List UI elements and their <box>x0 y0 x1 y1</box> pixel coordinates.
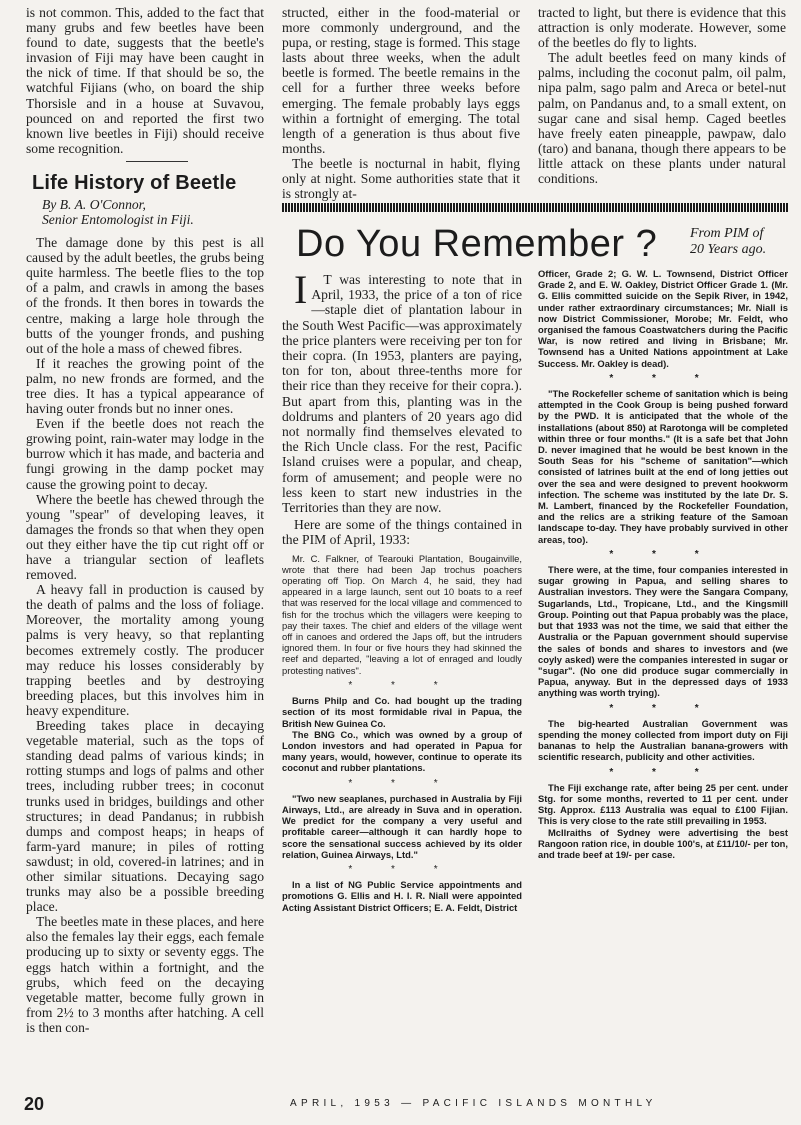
news-item: "The Rockefeller scheme of sanitation which is being attempted in the Cook Group is being pushed forward by the PWD. It is anticipated that the whole of the installations (about 850) at Rarotonga will be completed within three or four months." (It is a safe bet that John D. never imagined that he would be best known in the South Seas for his "scheme of sanitation"—which consisted of latrines built at the end of long jetties out over the sea and were designed to prevent hookworm infection. The scheme was instituted by the late Dr. S. M. Lambert, financed by the Rockefeller Foundation, and the relics are a striking feature of the Samoan landscape to-day. They have probably survived in other areas, too). <box>538 388 788 545</box>
feature-subtitle-line: 20 Years ago. <box>690 242 767 257</box>
feature-column-right <box>538 268 788 860</box>
news-items-right <box>538 268 788 860</box>
news-item: Mr. C. Falkner, of Tearouki Plantation, Bougainville, wrote that there had been Jap trochus poachers operating off Tiop. On March 4, he said, they had appeared in a large launch, sent out 10 boats to a reef that was reserved for the local village and commenced to fish for the trochus which the villagers were keeping to pay their taxes. The chief and elders of the village went off in canoes and ordered the Japs off, but the intruders ignored them. In four or five hours they had skinned the reef and departed, "leaving a lot of enraged and loudly protesting natives". <box>282 552 522 676</box>
article-paragraph: A heavy fall in production is caused by the death of palms and the loss of foliage. Moreover, the mortality among young palms is very heavy, so that replanting becomes extremely costly. The producer may reduce his losses considerably by trapping beetles and by destroying breeding places, but this involves him in heavy expenditure. <box>26 582 264 718</box>
article-paragraph: tracted to light, but there is evidence that this attraction is only moderate. However, some of the beetles do fly to lights. <box>538 5 786 51</box>
running-footer: APRIL, 1953 — PACIFIC ISLANDS MONTHLY <box>290 1098 657 1109</box>
news-items-left <box>282 553 522 913</box>
news-item: Officer, Grade 2; G. W. L. Townsend, District Officer Grade 2, and E. W. Oakley, District Officer Grade 1. (Mr. G. Ellis committed suicide on the Sepik River, in 1942, under rather extraordinary circumstances; Mr. Niall is now District Commissioner, Morobe; Mr. Feldt, who organised the famous Coastwatchers during the Pacific War, is now retired and living in Brisbane; Mr. Townsend has a United Nations appointment at Lake Success. Mr. Oakley is dead). <box>538 268 788 369</box>
feature-column-left <box>282 267 522 913</box>
news-item: In a list of NG Public Service appointments and promotions G. Ellis and H. I. R. Niall were appointed Acting Assistant District Officers; E. A. Feldt, District <box>282 879 522 913</box>
divider <box>126 161 188 162</box>
news-item: The Fiji exchange rate, after being 25 per cent. under Stg. for some months, reverted to 11 per cent. under Stg. Approx. £113 Australia was equal to £100 Fijian. This is very close to the rate still prevailing in 1953. <box>538 781 788 827</box>
news-item: McIlraiths of Sydney were advertising the best Rangoon ration rice, in double 100's, at £11/10/- per ton, and trade beef at 19/- per case. <box>538 826 788 860</box>
article-title: Life History of Beetle <box>32 171 237 194</box>
feature-lead: Here are some of the things contained in the PIM of April, 1933: <box>282 517 522 548</box>
separator: * * * <box>609 548 717 560</box>
feature-lead-text: T was interesting to note that in April, 1933, the price of a ton of rice—staple diet of plantation labour in the South West Pacific—was approximately the price planters were receiving per ton for their copra. (In 1953, planters are paying, ton for ton, about three-tenths more for their rice than they receive for their copra.). But apart from this, planting was in the doldrums and planters of 20 years ago did not normally find themselves elevated to the Rich Uncle class. For the rest, Pacific Island cruises were a popular, and cheap, form of amusement; and people were no less keen to start new industries in the Territories than they are now. <box>282 272 522 516</box>
separator: * * * <box>609 702 717 714</box>
article-paragraph: The adult beetles feed on many kinds of palms, including the coconut palm, oil palm, nipa palm, sago palm and Areca or betel-nut palm, on Pandanus and, to a small extent, on sugar cane and sisal hemp. Caged beetles have freely eaten pineapple, pawpaw, dalo (taro) and banana, though there appears to be little attack on these plants under natural conditions. <box>538 50 786 187</box>
byline-role: Senior Entomologist in Fiji. <box>42 212 194 228</box>
article-column-1 <box>26 5 264 1035</box>
article-paragraph: The beetles mate in these places, and here also the females lay their eggs, each female producing up to sixty or seventy eggs. The eggs hatch within a fortnight, and the grubs, which feed on the decaying vegetable matter, become fully grown in from 2½ to 3 months after hatching. A cell is then con- <box>26 914 264 1035</box>
byline <box>42 197 264 227</box>
article-paragraph: If it reaches the growing point of the palm, no new fronds are formed, and the tree dies. It has a typical appearance of having outer fronds but no inner ones. <box>26 355 264 417</box>
feature-subtitle <box>690 226 790 258</box>
article-paragraph: Where the beetle has chewed through the young "spear" of developing leaves, it damages the fronds so that when they open out they either have the tip cut right off or have a triangular section of leaflets removed. <box>26 491 264 583</box>
news-item: "Two new seaplanes, purchased in Australia by Fiji Airways, Ltd., are already in Suva and in operation. We predict for the company a very useful and profitable career—although it can hardly hope to score the sensational success achieved by its older relation, Guinea Airways, Ltd." <box>282 792 522 860</box>
page-number: 20 <box>24 1094 45 1114</box>
news-item: The big-hearted Australian Government was spending the money collected from import duty on Fiji bananas to help the Australian banana-growers with scientific research, publicity and other activities. <box>538 717 788 763</box>
decorative-band <box>282 203 788 212</box>
article-paragraph: structed, either in the food-material or more commonly underground, and the pupa, or resting, stage is formed. This stage lasts about three weeks, when the adult beetle is formed. The beetle remains in the cell for a further three weeks before emerging. The female probably lays eggs within a fortnight of emerging. The total length of a generation is thus about five months. <box>282 5 520 156</box>
article-paragraph: is not common. This, added to the fact that many grubs and few beetles have been found to date, suggests that the beetle's invasion of Fiji may have been caught in the nick of time. If that should be so, the watchful Fijians (who, on board the ship Thorsisle and in a house at Suvavou, pounced on and reported the first two known live beetles in Fiji) should receive some recognition. <box>26 5 264 156</box>
article-paragraph: Breeding takes place in decaying vegetable material, such as the tops of standing dead palms of various kinds; in rotting stumps and logs of palms and other trees, including rubber trees; in coconut trunks used in bridges, buildings and other structures; in dead Pandanus; in rubbish dumps and compost heaps; in heaps of farm-yard manure; in piles of rotting sawdust; in old, covered-in latrines; and in other similar situations. Decaying sago trunks may also be a possible breeding place. <box>26 718 264 915</box>
separator: * * * <box>609 372 717 384</box>
article-column-2 <box>282 5 520 201</box>
separator: * * * <box>609 766 717 778</box>
byline-author: By B. A. O'Connor, <box>42 197 146 213</box>
drop-cap: I <box>294 267 308 312</box>
news-item: The BNG Co., which was owned by a group of London investors and had operated in Papua for many years, would, however, continue to operate its coconut and rubber plantations. <box>282 728 522 774</box>
separator: * * * <box>348 777 456 789</box>
feature-subtitle-line: From PIM of <box>690 226 764 241</box>
article-column-3 <box>538 5 786 186</box>
article-paragraph: Even if the beetle does not reach the growing point, rain-water may lodge in the burrow which it has made, and bacteria and fungi growing in the damp pocket may cause the growing point to decay. <box>26 416 264 492</box>
article-paragraph: The damage done by this pest is all caused by the adult beetles, the grubs being quite harmless. The beetle flies to the top of a palm, and crawls in among the bases of the fronds. It then bores in towards the centre, making a large hole through the butts of the younger fronds, and pushing out of the hole a mass of chewed fibres. <box>26 235 264 356</box>
separator: * * * <box>348 863 456 875</box>
news-item: Burns Philp and Co. had bought up the trading section of its most formidable rival in Papua, the British New Guinea Co. <box>282 695 522 729</box>
feature-title: Do You Remember ? <box>296 223 658 265</box>
article-paragraph: The beetle is nocturnal in habit, flying only at night. Some authorities state that it is strongly at- <box>282 155 520 202</box>
news-item: There were, at the time, four companies interested in sugar growing in Papua, and selling shares to Australian investors. They were the Sangara Company, Sugarlands, Ltd., Tropicane, Ltd., and the Kingsmill Group. Pointing out that Papua probably was the place, but that 1933 was not the time, we said that either the Australia or the Papuan government should supervise the sales of bonds and shares to investors and (we coyly asked) were the companies interested in sugar or "sugar". (No one did produce sugar commercially in Papua, anyway. But in the depressed days of 1933 anything was worth trying). <box>538 564 788 699</box>
separator: * * * <box>348 679 456 691</box>
feature-lead <box>282 267 522 516</box>
